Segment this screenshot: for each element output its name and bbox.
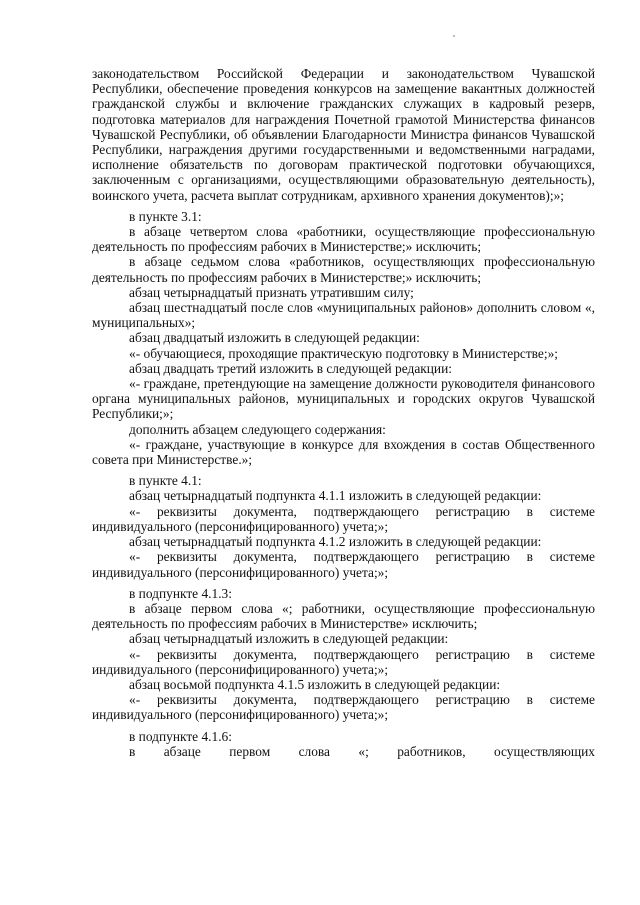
paragraph-4-1-1: абзац четырнадцатый подпункта 4.1.1 изложить в следующей редакции: [129,488,542,504]
paragraph-3-1-twenty-third-text: «- граждане, претендующие на замещение должности руководителя финансового органа муниципальных районов, муниципальных и городских округов Чувашской Республики;»; [92,376,595,422]
paragraph-3-1-add-text: «- граждане, участвующие в конкурсе для вхождения в состав Общественного совета при Министерстве.»; [92,436,595,468]
document-body [92,66,595,759]
paragraph-3-1-sixteenth: абзац шестнадцатый после слов «муниципальных районов» дополнить словом «, муниципальных»; [92,300,595,331]
paragraph-3-1-fourth: в абзаце четвертом слова «работники, осуществляющие профессиональную деятельность по профессиям рабочих в Министерстве;» исключить; [92,224,595,255]
paragraph-4-1-2-text: «- реквизиты документа, подтверждающего регистрацию в системе индивидуального (персонифицированного) учета;»; [92,549,595,580]
paragraph-4-1-1-text: «- реквизиты документа, подтверждающего регистрацию в системе индивидуального (персонифицированного) учета;»; [92,503,595,534]
paragraph-3-1-twentieth: абзац двадцатый изложить в следующей редакции: [129,330,420,346]
paragraph-4-1-6-first: в абзаце первом слова «; работников, осуществляющих [129,743,595,759]
paragraph-3-1-seventh: в абзаце седьмом слова «работников, осуществляющих профессиональную деятельность по профессиям рабочих в Министерстве;» исключить; [92,254,595,285]
paragraph-continuation: законодательством Российской Федерации и законодательством Чувашской Республики, обеспечение проведения конкурсов на замещение вакантных должностей гражданской службы и включение гражданских служащих в кадровый резерв, подготовка материалов для награждения Почетной грамотой Министерства финансов Чувашской Республики, об объявлении Благодарности Министра финансов Чувашской Республики, награждения другими государственными и ведомственными наградами, исполнение обязательств по договорам практической подготовки обучающихся, заключенным с организациями, осуществляющими образовательную деятельность), воинского учета, расчета выплат сотрудникам, архивного хранения документов);»; [92,66,595,203]
paragraph-3-1-fourteenth: абзац четырнадцатый признать утратившим силу; [129,284,414,300]
paragraph-subpoint-4-1-3: в подпункте 4.1.3: [129,585,232,601]
paragraph-subpoint-4-1-6: в подпункте 4.1.6: [129,728,232,744]
paragraph-point-4-1: в пункте 4.1: [129,473,202,489]
paragraph-3-1-twentieth-text: «- обучающиеся, проходящие практическую подготовку в Министерстве;»; [129,345,559,361]
paragraph-3-1-twenty-third: абзац двадцать третий изложить в следующей редакции: [129,360,452,376]
paragraph-4-1-2: абзац четырнадцатый подпункта 4.1.2 изложить в следующей редакции: [129,534,542,550]
paragraph-4-1-3-first: в абзаце первом слова «; работники, осуществляющие профессиональную деятельность по профессиям рабочих в Министерстве» исключить; [92,600,595,632]
paragraph-4-1-5: абзац восьмой подпункта 4.1.5 изложить в следующей редакции: [129,676,501,692]
paragraph-3-1-add: дополнить абзацем следующего содержания: [129,421,386,437]
scan-speck [453,35,455,37]
paragraph-point-3-1: в пункте 3.1: [129,208,202,224]
paragraph-4-1-3-fourteenth: абзац четырнадцатый изложить в следующей редакции: [129,631,449,647]
paragraph-4-1-5-text: «- реквизиты документа, подтверждающего регистрацию в системе индивидуального (персонифицированного) учета;»; [92,692,595,723]
paragraph-4-1-3-fourteenth-text: «- реквизиты документа, подтверждающего регистрацию в системе индивидуального (персонифицированного) учета;»; [92,646,595,677]
